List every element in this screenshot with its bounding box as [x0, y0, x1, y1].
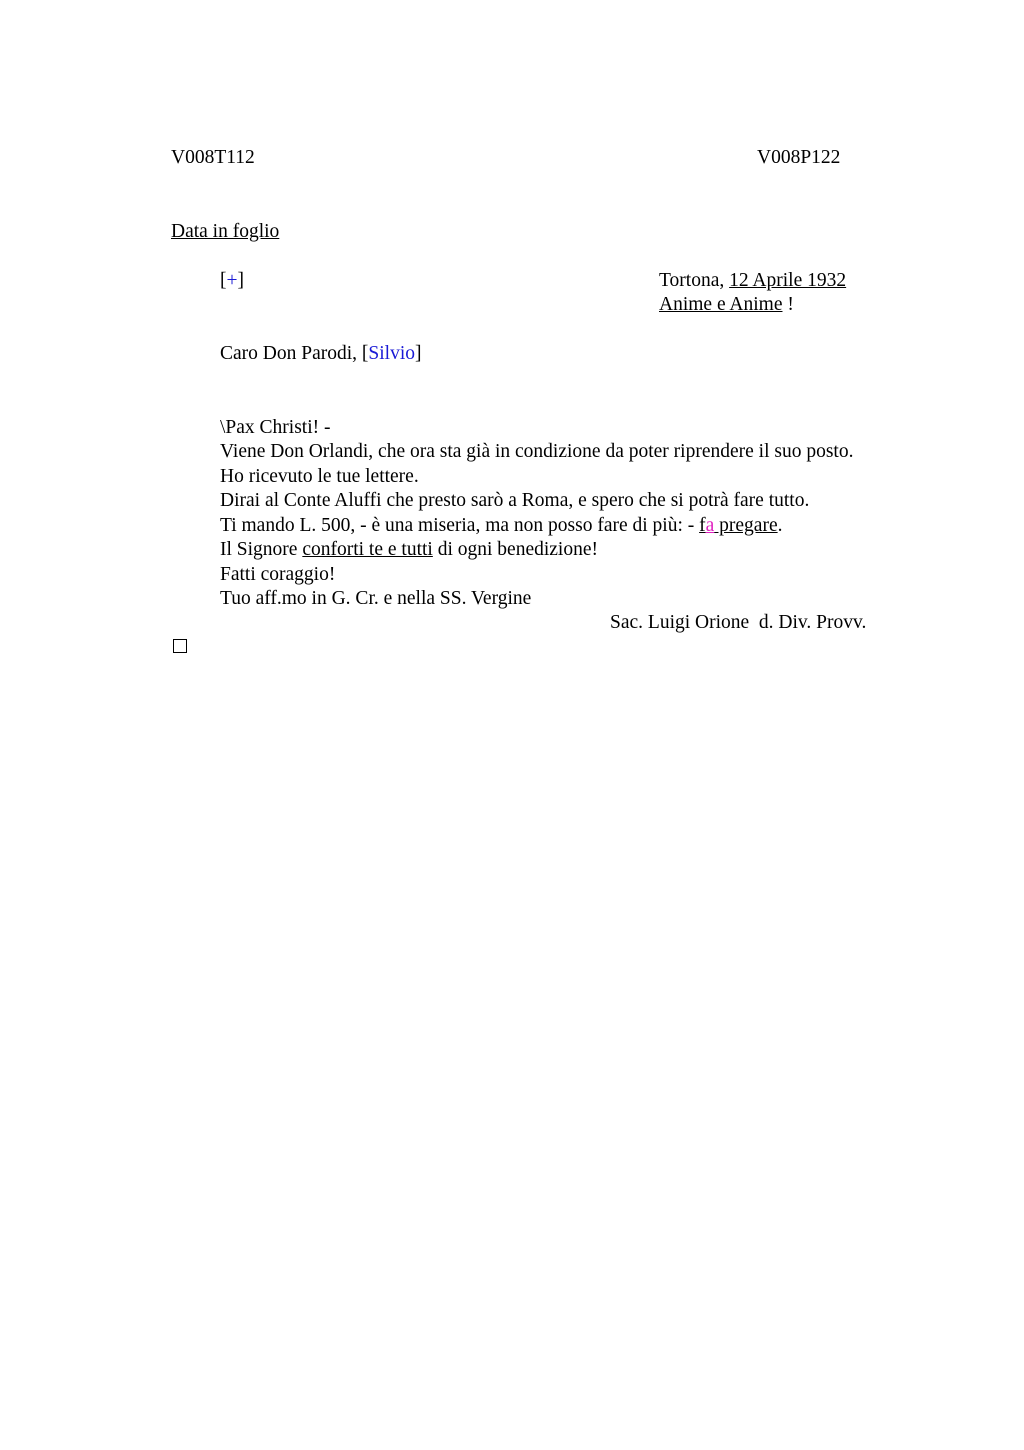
motto: [659, 293, 794, 318]
date-note: Data in foglio: [171, 221, 280, 242]
letter-body: [220, 391, 853, 636]
bracket-close: ]: [415, 343, 422, 364]
recipient-name: Silvio: [368, 343, 416, 364]
archive-code-left: V008T112: [171, 147, 255, 168]
body-line: Viene Don Orlandi, che ora sta già in condizione da poter riprendere il suo posto.: [220, 441, 854, 462]
body-line: Ti mando L. 500, - è una miseria, ma non posso fare di più: - fa pregare.: [220, 514, 783, 536]
signature: Sac. Luigi Orione d. Div. Provv.: [610, 612, 867, 633]
bracket-open: [: [220, 270, 227, 291]
place-date: [659, 269, 846, 294]
cross-mark: [220, 269, 244, 294]
date: 12 Aprile 1932: [729, 270, 847, 291]
salutation-text: Caro Don Parodi,: [220, 343, 362, 364]
body-line: Tuo aff.mo in G. Cr. e nella SS. Vergine: [220, 588, 532, 609]
bracket-close: ]: [237, 270, 244, 291]
salutation: [220, 342, 422, 367]
motto-suffix: !: [782, 294, 794, 315]
body-line: Fatti coraggio!: [220, 563, 336, 585]
body-line: Dirai al Conte Aluffi che presto sarò a Roma, e spero che si potrà fare tutto.: [220, 490, 810, 511]
body-line: Il Signore conforti te e tutti di ogni benedizione!: [220, 539, 599, 560]
end-marker-box: [173, 639, 187, 653]
body-line: Ho ricevuto le tue lettere.: [220, 465, 419, 487]
archive-code-right: V008P122: [757, 147, 841, 168]
place: Tortona,: [659, 270, 730, 291]
bracket-open: [: [361, 343, 369, 364]
cross-symbol: +: [226, 270, 238, 291]
body-line: \Pax Christi! -: [220, 416, 331, 438]
motto-text: Anime e Anime: [659, 294, 783, 315]
